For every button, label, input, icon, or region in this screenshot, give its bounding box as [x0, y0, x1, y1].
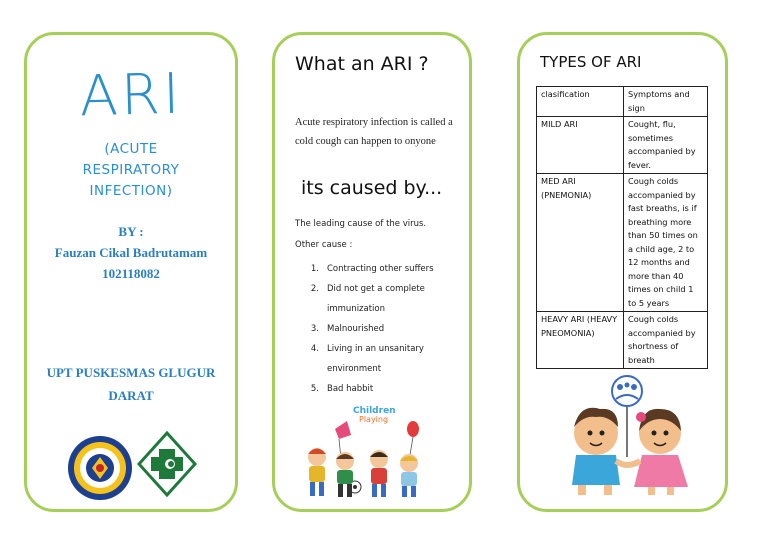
list-number: 1.: [310, 264, 319, 274]
list-number: 5.: [310, 384, 319, 394]
table-row: [537, 117, 708, 174]
image-caption-line: Children: [353, 406, 396, 416]
table-cell: MED ARI (PNEMONIA): [537, 174, 624, 312]
subtitle-line: RESPIRATORY: [82, 162, 180, 178]
cover-panel: [24, 32, 238, 512]
table-cell: HEAVY ARI (HEAVY PNEOMONIA): [537, 312, 624, 369]
list-text: Living in an unsanitary environment: [327, 344, 424, 374]
list-item: [295, 279, 471, 319]
list-item: [295, 259, 471, 279]
list-item: [295, 319, 471, 339]
organization-block: [27, 361, 235, 407]
list-text: Bad habbit: [327, 384, 374, 394]
author-name: Fauzan Cikal Badrutamam: [54, 245, 208, 260]
table-row: [537, 312, 708, 369]
brochure-subtitle: [37, 139, 225, 202]
subtitle-line: (ACUTE: [104, 141, 158, 157]
brochure-title: ARI: [78, 61, 184, 130]
types-table: [536, 86, 708, 369]
table-header-cell: Symptoms and sign: [624, 87, 708, 117]
table-cell: MILD ARI: [537, 117, 624, 174]
list-number: 2.: [310, 284, 319, 294]
author-block: [27, 221, 235, 284]
ari-description: Acute respiratory infection is called a cold cough can happen to onyone: [295, 117, 453, 147]
list-text: Contracting other suffers: [327, 264, 434, 274]
table-cell: Cought, flu, sometimes accompanied by fever.: [624, 117, 708, 174]
list-text: Did not get a complete immunization: [327, 284, 425, 314]
children-holding-hands-illustration: [550, 373, 704, 497]
caused-heading: its caused by...: [301, 177, 443, 199]
table-header-row: [537, 87, 708, 117]
info-panel: [272, 32, 472, 512]
types-panel: [517, 32, 728, 512]
table-row: [537, 174, 708, 312]
cause-list: [295, 259, 471, 399]
other-cause-label: Other cause :: [295, 240, 353, 250]
health-cross-logo-icon: [137, 431, 197, 497]
image-caption-line: Playing: [359, 415, 389, 424]
what-heading: What an ARI ?: [295, 53, 429, 75]
types-heading: TYPES OF ARI: [540, 53, 642, 71]
leading-cause: The leading cause of the virus.: [295, 219, 427, 229]
table-cell: Cough colds accompanied by shortness of breath: [624, 312, 708, 369]
student-id: 102118082: [102, 266, 160, 281]
organization-line: DARAT: [108, 388, 154, 403]
organization-line: UPT PUSKESMAS GLUGUR: [46, 365, 216, 380]
list-number: 3.: [310, 324, 319, 334]
list-text: Malnourished: [327, 324, 385, 334]
subtitle-line: INFECTION): [89, 183, 173, 199]
list-number: 4.: [310, 344, 319, 354]
by-label: BY :: [118, 224, 144, 239]
table-header-cell: clasification: [537, 87, 624, 117]
university-seal-icon: [67, 435, 133, 501]
children-playing-illustration: [295, 399, 455, 503]
list-item: [295, 379, 471, 399]
table-cell: Cough colds accompanied by fast breaths, is if breathing more than 50 times on a child age, 2 to 12 months and more than 40 times on child 1 to 5 years: [624, 174, 708, 312]
list-item: [295, 339, 471, 379]
